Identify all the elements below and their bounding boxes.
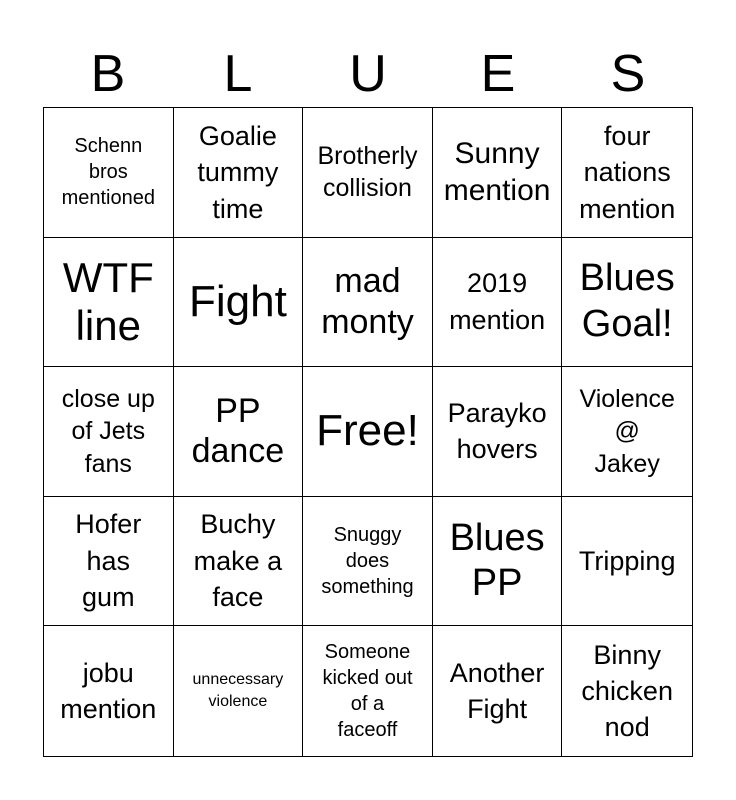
bingo-cell[interactable] (174, 367, 304, 497)
bingo-cell[interactable] (44, 238, 174, 368)
cell-text: Parayko hovers (447, 398, 547, 465)
cell-text: Fight (188, 276, 287, 326)
header-letter-l: L (223, 45, 253, 103)
cell-text: jobu mention (60, 657, 157, 725)
bingo-cell[interactable] (562, 626, 692, 756)
bingo-cell[interactable] (174, 238, 304, 368)
bingo-cell[interactable] (174, 626, 304, 756)
cell-text: Snuggy does something (321, 524, 414, 599)
bingo-cell[interactable] (433, 238, 563, 368)
cell-text: four nations mention (579, 120, 676, 224)
bingo-cell[interactable] (44, 497, 174, 627)
bingo-cell[interactable] (174, 108, 304, 238)
bingo-cell[interactable] (433, 626, 563, 756)
cell-text: Hofer has gum (75, 509, 142, 613)
cell-text: Tripping (578, 545, 676, 576)
bingo-cell[interactable] (562, 497, 692, 627)
bingo-cell[interactable] (303, 108, 433, 238)
cell-text: WTF line (62, 253, 154, 349)
bingo-cell[interactable] (174, 497, 304, 627)
cell-text: Someone kicked out of a faceoff (322, 641, 413, 742)
header-letter-u: U (349, 45, 387, 103)
bingo-cell[interactable] (44, 108, 174, 238)
cell-text: Brotherly collision (317, 141, 418, 203)
bingo-cell[interactable] (433, 497, 563, 627)
cell-text: Goalie tummy time (197, 120, 279, 224)
cell-text: Free! (316, 406, 419, 456)
cell-text: Another Fight (449, 657, 545, 725)
bingo-header (43, 40, 693, 108)
bingo-cell[interactable] (562, 367, 692, 497)
bingo-cell[interactable] (562, 238, 692, 368)
cell-text: Blues PP (449, 516, 545, 605)
header-letter-b: B (90, 45, 126, 103)
bingo-cell[interactable] (44, 626, 174, 756)
bingo-cell[interactable] (562, 108, 692, 238)
cell-text: unnecessary violence (192, 670, 284, 711)
bingo-cell[interactable] (44, 367, 174, 497)
bingo-cell[interactable] (433, 108, 563, 238)
bingo-cell[interactable] (303, 626, 433, 756)
header-letter-e: E (480, 45, 516, 103)
cell-text: PP dance (191, 391, 285, 471)
cell-text: Binny chicken nod (581, 639, 673, 743)
cell-text: Violence @ Jakey (579, 384, 675, 478)
cell-text: close up of Jets fans (61, 384, 155, 478)
bingo-cell[interactable] (303, 238, 433, 368)
free-space-cell[interactable] (303, 367, 433, 497)
cell-text: Blues Goal! (579, 257, 675, 345)
cell-text: 2019 mention (449, 268, 546, 335)
cell-text: Buchy make a face (193, 509, 283, 613)
cell-text: Sunny mention (443, 136, 551, 208)
bingo-cell[interactable] (303, 497, 433, 627)
cell-text: mad monty (321, 262, 414, 341)
cell-text: Schenn bros mentioned (61, 135, 155, 210)
bingo-cell[interactable] (433, 367, 563, 497)
bingo-board (43, 107, 693, 757)
header-letter-s: S (610, 45, 646, 103)
